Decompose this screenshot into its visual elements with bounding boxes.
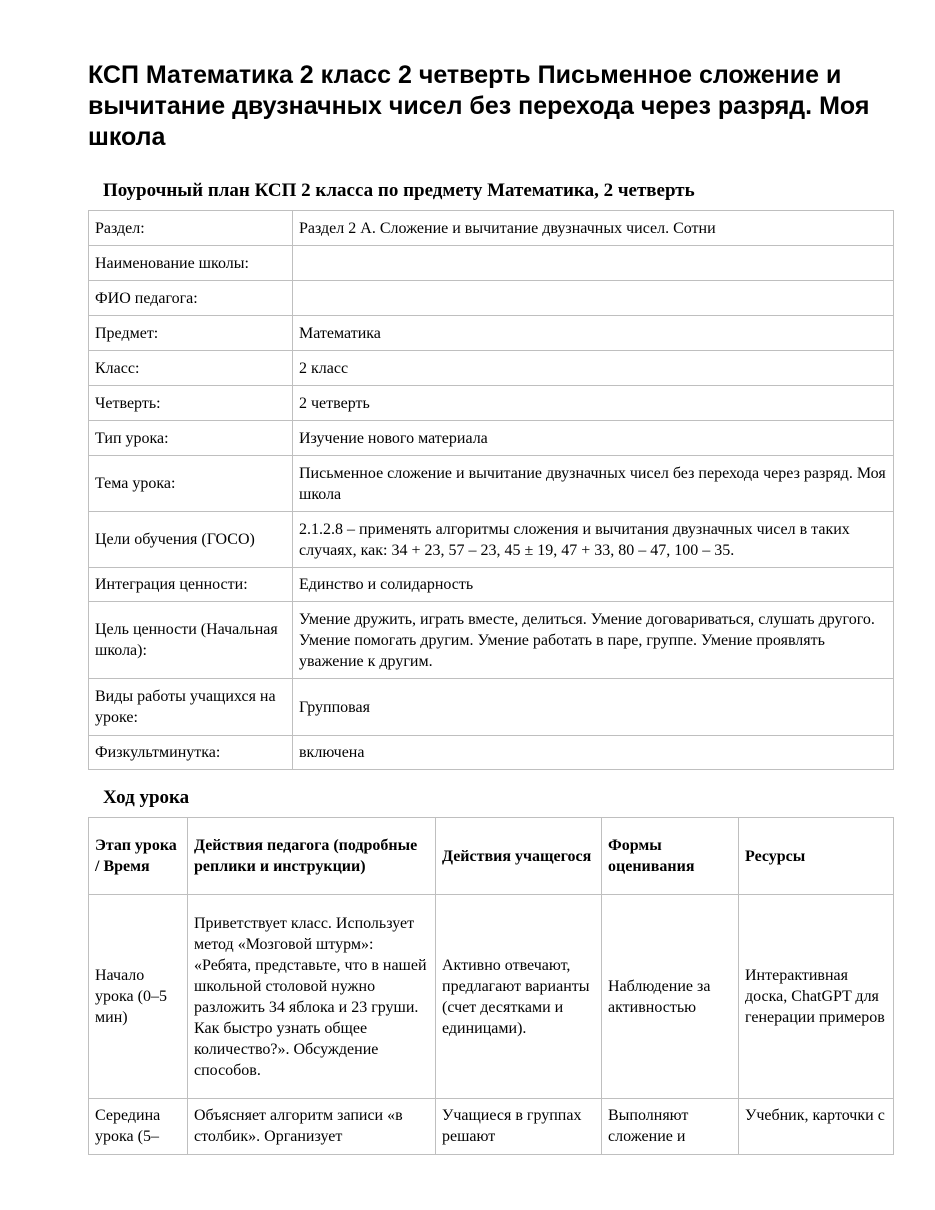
info-label: Цели обучения (ГОСО) [89,512,293,568]
column-header-student-actions: Действия учащегося [436,818,602,895]
info-label: Физкультминутка: [89,736,293,770]
table-row [89,895,894,1099]
info-value: включена [293,736,894,770]
lesson-flow-table [88,817,894,1155]
info-value: 2 класс [293,351,894,386]
table-row [89,386,894,421]
table-row [89,316,894,351]
info-value: Математика [293,316,894,351]
info-label: ФИО педагога: [89,281,293,316]
table-row [89,602,894,679]
table-header-row [89,818,894,895]
table-row [89,456,894,512]
info-label: Тип урока: [89,421,293,456]
info-label: Предмет: [89,316,293,351]
info-value: 2 четверть [293,386,894,421]
plan-heading: Поурочный план КСП 2 класса по предмету Математика, 2 четверть [103,180,695,201]
lesson-cell: Активно отвечают, предлагают варианты (счет десятками и единицами). [436,895,602,1099]
lesson-cell: Начало урока (0–5 мин) [89,895,188,1099]
column-header-teacher-actions: Действия педагога (подробные реплики и инструкции) [188,818,436,895]
info-label: Тема урока: [89,456,293,512]
column-header-assessment: Формы оценивания [602,818,739,895]
info-value: Раздел 2 А. Сложение и вычитание двузначных чисел. Сотни [293,211,894,246]
info-value: Умение дружить, играть вместе, делиться. Умение договариваться, слушать другого. Умение помогать другим. Умение работать в паре, группе. Умение проявлять уважение к другим. [293,602,894,679]
info-label: Четверть: [89,386,293,421]
info-label: Виды работы учащихся на уроке: [89,679,293,736]
info-label: Раздел: [89,211,293,246]
table-row [89,512,894,568]
info-value: Изучение нового материала [293,421,894,456]
table-row [89,736,894,770]
info-value: Письменное сложение и вычитание двузначных чисел без перехода через разряд. Моя школа [293,456,894,512]
info-value: 2.1.2.8 – применять алгоритмы сложения и вычитания двузначных чисел в таких случаях, как: 34 + 23, 57 – 23, 45 ± 19, 47 + 33, 80 – 47, 100 – 35. [293,512,894,568]
info-label: Интеграция ценности: [89,568,293,602]
lesson-cell: Учебник, карточки с [739,1099,894,1155]
table-row [89,351,894,386]
lesson-cell: Приветствует класс. Использует метод «Мозговой штурм»: «Ребята, представьте, что в нашей школьной столовой нужно разложить 34 яблока и 23 груши. Как быстро узнать общее количество?». Обсуждение способов. [188,895,436,1099]
info-label: Наименование школы: [89,246,293,281]
column-header-resources: Ресурсы [739,818,894,895]
table-row [89,211,894,246]
lesson-cell: Объясняет алгоритм записи «в столбик». Организует [188,1099,436,1155]
lesson-heading: Ход урока [103,787,190,808]
lesson-cell: Середина урока (5– [89,1099,188,1155]
info-label: Класс: [89,351,293,386]
lesson-cell: Учащиеся в группах решают [436,1099,602,1155]
table-row [89,281,894,316]
lesson-info-table [88,210,894,770]
table-row [89,1099,894,1155]
table-row [89,679,894,736]
document-title: КСП Математика 2 класс 2 четверть Письменное сложение и вычитание двузначных чисел без перехода через разряд. Моя школа [88,61,870,151]
info-value [293,281,894,316]
lesson-cell: Наблюдение за активностью [602,895,739,1099]
info-value: Единство и солидарность [293,568,894,602]
table-row [89,421,894,456]
info-label: Цель ценности (Начальная школа): [89,602,293,679]
table-row [89,568,894,602]
info-value [293,246,894,281]
lesson-cell: Интерактивная доска, ChatGPT для генерации примеров [739,895,894,1099]
column-header-stage: Этап урока / Время [89,818,188,895]
table-row [89,246,894,281]
info-value: Групповая [293,679,894,736]
lesson-cell: Выполняют сложение и [602,1099,739,1155]
